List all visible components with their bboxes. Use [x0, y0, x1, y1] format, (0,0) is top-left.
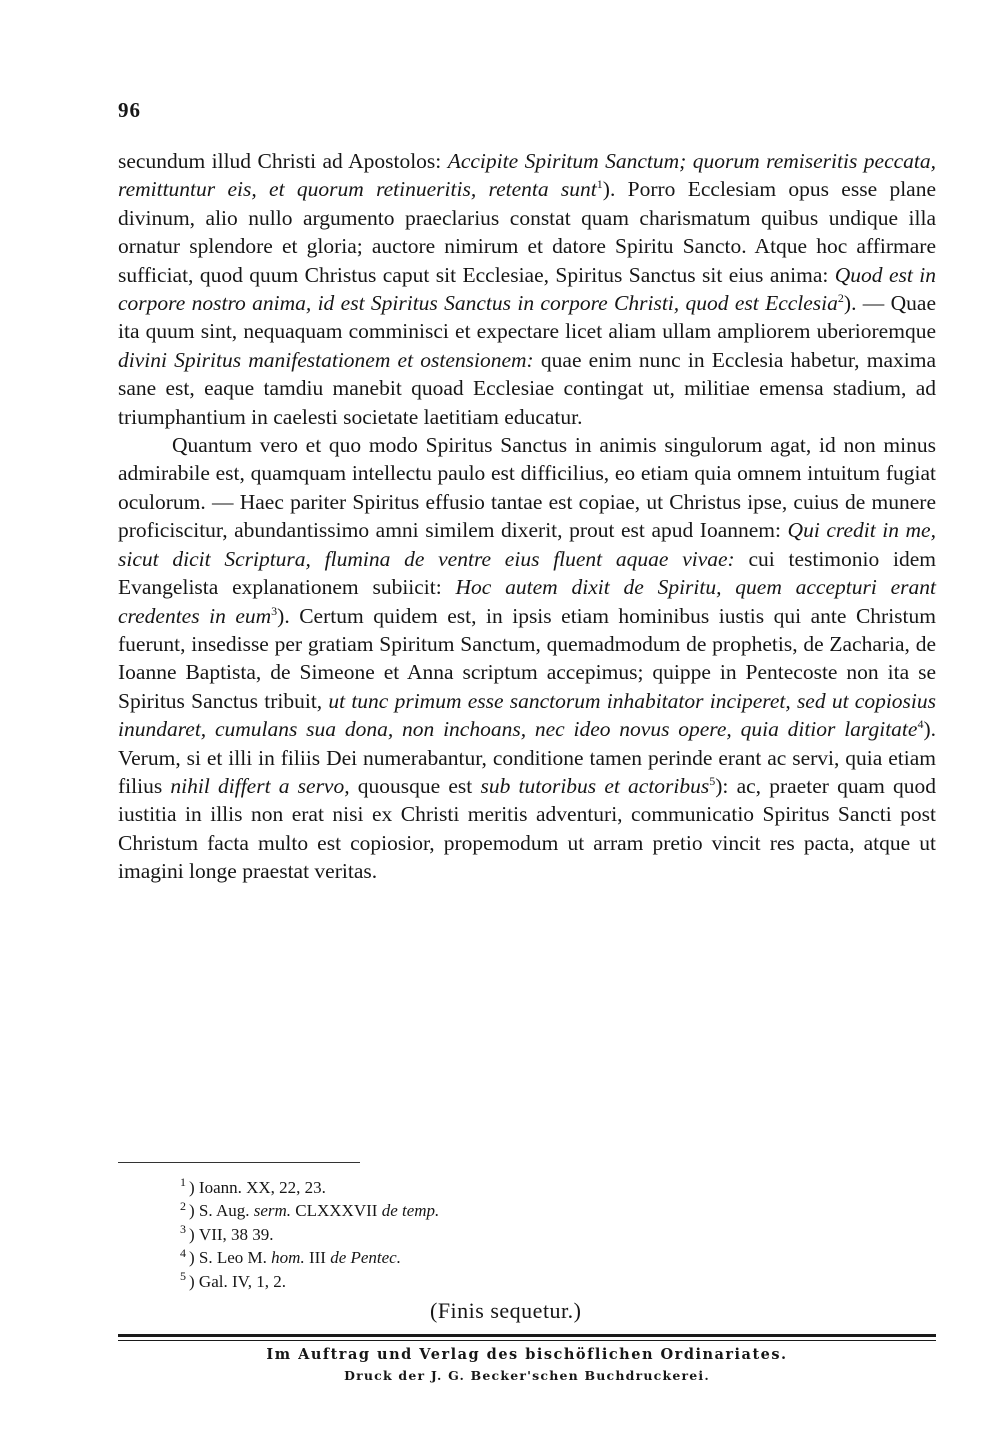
footnote-4: $^4$ ) S. Leo M. hom. III de Pentec. [180, 1245, 401, 1268]
imprint-rule-thick [118, 1334, 936, 1337]
footnote-1: $^1$ ) Ioann. XX, 22, 23. [180, 1175, 326, 1197]
footnote-ref[interactable]: 4 [917, 716, 924, 731]
footnote-ref[interactable]: 1 [596, 177, 603, 192]
footnote-2: $^2$ ) S. Aug. serm. CLXXXVII de temp. [180, 1198, 440, 1221]
imprint-rule-thin [118, 1340, 936, 1341]
body-text [118, 147, 936, 886]
footnotes [180, 1176, 439, 1293]
footnote-ref[interactable]: 5 [709, 773, 716, 788]
paragraph-2: Quantum vero et quo modo Spiritus Sanctus in animis singulorum agat, id non minus admirabile est, quamquam intellectu paulo est difficilius, eo etiam quia omnem intuitum fugiat oculorum. — Haec pariter Spiritus effusio tantae est copiae, ut Christus ipse, cuius de munere proficiscitur, abundantissimo amni similem dixerit, prout est apud Ioannem: Qui credit in me, sicut dicit Scriptura, flumina de ventre eius fluent aquae vivae: cui testimonio idem Evangelista explanationem subiicit: Hoc autem dixit de Spiritu, quem accepturi erant credentes in eum$^3$). Certum quidem est, in ipsis etiam hominibus iustis qui ante Christum fuerunt, insedisse per gratiam Spiritum Sanctum, quemadmodum de prophetis, de Zacharia, de Ioanne Baptista, de Simeone et Anna scriptum accepimus; quippe in Pentecoste non ita se Spiritus Sanctus tribuit, ut tunc primum esse sanctorum inhabitator inciperet, sed ut copiosius inundaret, cumulans sua dona, non inchoans, nec ideo novus opere, quia ditior largitate$^4$). Verum, si et illi in filiis Dei numerabantur, conditione tamen perinde erant ac servi, quia etiam filius nihil differt a servo, quousque est sub tutoribus et actoribus$^5$): ac, praeter quam quod iustitia in illis non erat nisi ex Christi meritis adventuri, communicatio Spiritus Sancti post Christum facta multo est copiosior, propemodum ut arram pretio vincit res pacta, atque ut imagini longe praestat veritas. [118, 433, 937, 884]
page-number: 96 [118, 98, 141, 122]
imprint-publisher: Im Auftrag und Verlag des bischöflichen Ordinariates. [266, 1346, 788, 1363]
paragraph-1: secundum illud Christi ad Apostolos: Accipite Spiritum Sanctum; quorum remiseritis peccata, remittuntur eis, et quorum retinueritis, retenta sunt$^1$). Porro Ecclesiam opus esse plane divinum, alio nullo argumento praeclarius constat quam charismatum quibus undique illa ornatur splendore et gloria; auctore nimirum et datore Spiritu Sancto. Atque hoc affirmare sufficiat, quod quum Christus caput sit Ecclesiae, Spiritus Sanctus sit eius anima: Quod est in corpore nostro anima, id est Spiritus Sanctus in corpore Christi, quod est Ecclesia$^2$). — Quae ita quum sint, nequaquam comminisci et expectare licet aliam ullam ampliorem uberioremque divini Spiritus manifestationem et ostensionem: quae enim nunc in Ecclesia habetur, maxima sane est, eaque tamdiu manebit quoad Ecclesiae contingat ut, militiae emensa stadium, ad triumphantium in caelesti societate laetitiam educatur. [118, 149, 937, 429]
footnote-ref[interactable]: 3 [271, 603, 278, 618]
footnote-ref[interactable]: 2 [837, 290, 844, 305]
footnote-5: $^5$ ) Gal. IV, 1, 2. [180, 1268, 286, 1291]
imprint-printer: Druck der J. G. Becker'schen Buchdruckerei. [344, 1368, 710, 1383]
footnote-3: $^3$ ) VII, 38 39. [180, 1222, 274, 1244]
closing-note: (Finis sequetur.) [430, 1298, 582, 1323]
footnote-divider [118, 1162, 360, 1163]
